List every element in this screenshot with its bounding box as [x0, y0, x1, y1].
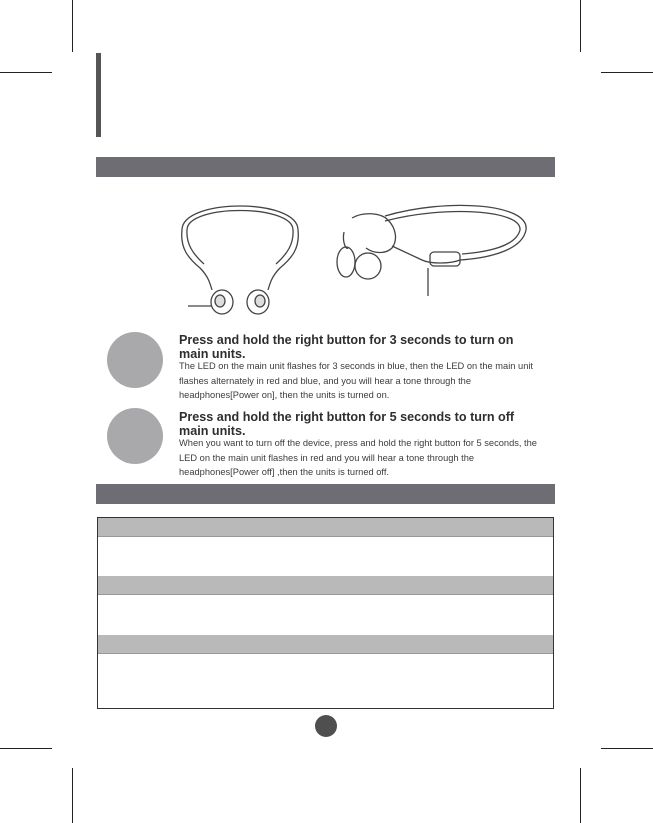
- step-description: When you want to turn off the device, press and hold the right button for 5 seconds, the LED on the main unit flashes in red and you will hear a tone through the headphones[Power off] ,then the units is turned off.: [179, 438, 537, 477]
- panel-row-header: [98, 576, 553, 595]
- step-marker-circle: [107, 332, 163, 388]
- crop-mark: [601, 72, 653, 73]
- crop-mark: [72, 768, 73, 823]
- panel-row-header: [98, 635, 553, 654]
- crop-mark: [580, 0, 581, 52]
- panel-row-header: [98, 518, 553, 537]
- section-header-bar: [96, 157, 555, 177]
- crop-mark: [0, 72, 52, 73]
- step-description: The LED on the main unit flashes for 3 seconds in blue, then the LED on the main unit flashes alternately in red and blue, and you will hear a tone through the headphones[Power on], then the units is turned on.: [179, 361, 534, 400]
- heading-accent-bar: [96, 53, 101, 137]
- page-number-marker: [315, 715, 337, 737]
- crop-mark: [580, 768, 581, 823]
- section-header-bar: [96, 484, 555, 504]
- info-panel: [97, 517, 554, 709]
- step-marker-circle: [107, 408, 163, 464]
- headphones-illustration: [160, 188, 540, 323]
- crop-mark: [601, 748, 653, 749]
- step-title: Press and hold the right button for 5 seconds to turn off main units.: [179, 410, 515, 438]
- crop-mark: [0, 748, 52, 749]
- headphones-front-illustration: [160, 188, 540, 323]
- crop-mark: [72, 0, 73, 52]
- step-title: Press and hold the right button for 3 seconds to turn on main units.: [179, 333, 514, 361]
